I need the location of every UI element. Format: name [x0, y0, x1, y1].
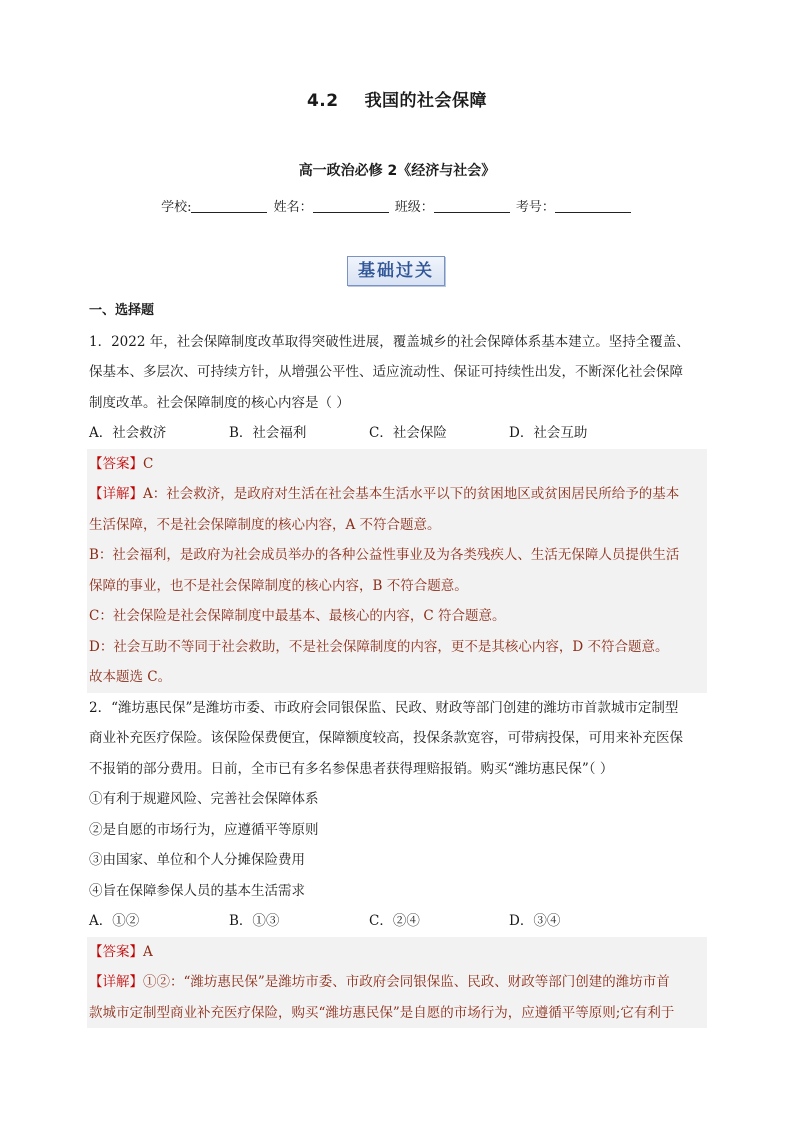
option-c[interactable]: C．②④ [369, 913, 420, 929]
question-text-line: 不报销的部分费用。日前，全市已有多名参保患者获得理赔报销。购买“潍坊惠民保”（ ） [89, 760, 614, 777]
detail-tag: 【详解】 [89, 486, 143, 502]
question-text-line: 2．“潍坊惠民保”是潍坊市委、市政府会同银保监、民政、财政等部门创建的潍坊市首款城市定制型 [89, 699, 679, 716]
detail-line: 生活保障，不是社会保障制度的核心内容，A 不符合题意。 [89, 516, 441, 533]
basic-level-badge: 基础过关 [347, 256, 445, 286]
answer-line [89, 937, 705, 968]
name-blank[interactable] [313, 200, 389, 213]
section-heading: 一、选择题 [89, 303, 155, 318]
detail-tag: 【详解】 [89, 974, 143, 990]
answer-value: C [143, 455, 154, 472]
student-info-fields [0, 196, 794, 215]
option-d[interactable]: D．③④ [509, 913, 561, 929]
question-text-line: 商业补充医疗保险。该保险保费便宜，保障额度较高，投保条款宽容，可带病投保，可用来补充医保 [89, 730, 683, 746]
option-b[interactable]: B．社会福利 [229, 425, 307, 441]
class-blank[interactable] [434, 200, 510, 213]
answer-line [89, 449, 705, 480]
lesson-title: 我国的社会保障 [364, 91, 488, 111]
detail-line: 【详解】A：社会救济，是政府对生活在社会基本生活水平以下的贫困地区或贫困居民所给予的基本 [89, 486, 680, 502]
exam-number-field[interactable]: 考号： [516, 196, 633, 215]
answer-block [87, 449, 707, 693]
question-content [89, 296, 705, 1028]
detail-line: B：社会福利，是政府为社会成员举办的各种公益性事业及为各类残疾人、生活无保障人员提供生活 [89, 547, 680, 563]
answer-value: A [143, 943, 153, 960]
option-d[interactable]: D．社会互助 [509, 425, 588, 441]
school-field[interactable]: 学校: [161, 196, 269, 215]
name-field[interactable]: 姓名： [274, 196, 391, 215]
question-text-line: 制度改革。社会保障制度的核心内容是（ ） [89, 394, 350, 411]
option-c[interactable]: C．社会保险 [369, 425, 447, 441]
statement-2: ②是自愿的市场行为，应遵循平等原则 [89, 821, 319, 838]
answer-tag: 【答案】 [89, 943, 143, 960]
course-subtitle: 高一政治必修 2《经济与社会》 [298, 163, 496, 179]
school-blank[interactable] [191, 200, 267, 213]
page-title [0, 86, 794, 111]
option-b[interactable]: B．①③ [229, 913, 280, 929]
statement-4: ④旨在保障参保人员的基本生活需求 [89, 882, 305, 899]
options-row [89, 906, 705, 937]
option-a[interactable]: A．①② [89, 913, 140, 929]
answer-block [87, 937, 707, 1029]
class-field[interactable]: 班级： [395, 196, 512, 215]
detail-line: 款城市定制型商业补充医疗保险，购买“潍坊惠民保”是自愿的市场行为，应遵循平等原则;它有利于 [89, 1004, 675, 1021]
detail-line: 【详解】①②：“潍坊惠民保”是潍坊市委、市政府会同银保监、民政、财政等部门创建的潍坊市首 [89, 974, 670, 990]
question-2 [89, 693, 705, 1029]
detail-line: C：社会保险是社会保障制度中最基本、最核心的内容，C 符合题意。 [89, 608, 506, 624]
detail-line: D：社会互助不等同于社会救助，不是社会保障制度的内容，更不是其核心内容，D 不符合题意。 [89, 638, 669, 655]
statement-3: ③由国家、单位和个人分摊保险费用 [89, 852, 305, 868]
question-text-line: 1．2022 年，社会保障制度改革取得突破性进展，覆盖城乡的社会保障体系基本建立。坚持全覆盖、 [89, 333, 690, 350]
statement-1: ①有利于规避风险、完善社会保障体系 [89, 791, 319, 807]
option-a[interactable]: A．社会救济 [89, 425, 167, 441]
options-row [89, 418, 705, 449]
question-1 [89, 327, 705, 693]
exam-number-blank[interactable] [555, 200, 631, 213]
answer-tag: 【答案】 [89, 455, 143, 472]
detail-line: 保障的事业，也不是社会保障制度的核心内容，B 不符合题意。 [89, 577, 468, 594]
question-text-line: 保基本、多层次、可持续方针，从增强公平性、适应流动性、保证可持续性出发，不断深化社会保障 [89, 364, 683, 380]
detail-line: 故本题选 C。 [89, 669, 172, 685]
lesson-number: 4.2 [306, 91, 339, 111]
